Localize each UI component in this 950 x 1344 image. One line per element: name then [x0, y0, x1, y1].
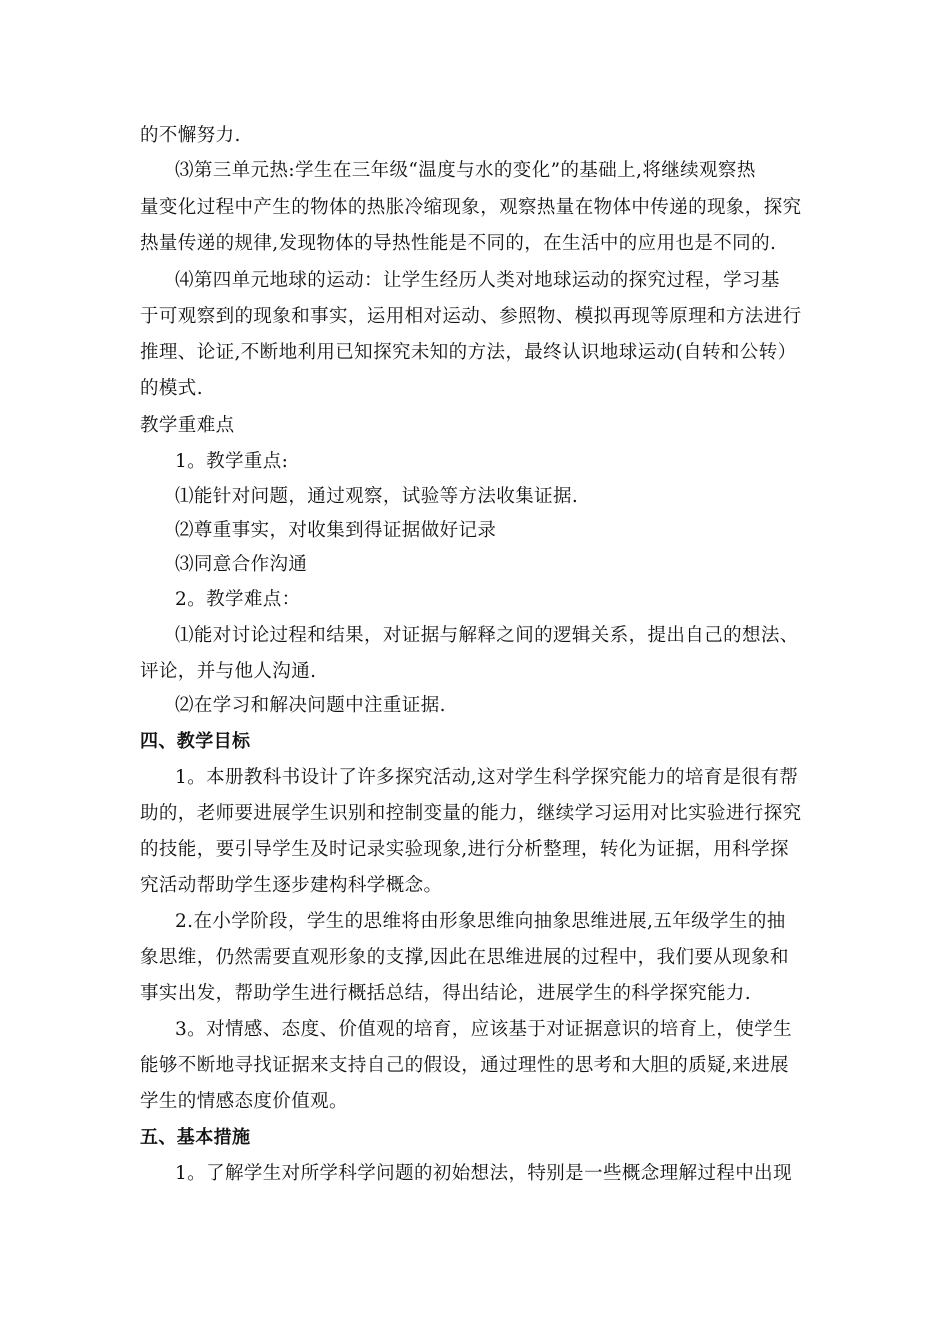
- text-line: 象思维，仍然需要直观形象的支撑,因此在思维进展的过程中，我们要从现象和: [140, 947, 789, 968]
- text-line: 热量传递的规律,发现物体的导热性能是不同的，在生活中的应用也是不同的.: [140, 233, 777, 254]
- text-line: 学生的情感态度价值观。: [140, 1091, 348, 1112]
- text-line: 量变化过程中产生的物体的热胀冷缩现象，观察热量在物体中传递的现象，探究: [140, 197, 802, 218]
- text-line: ⑵尊重事实，对收集到得证据做好记录: [175, 520, 497, 541]
- text-line: ⑵在学习和解决问题中注重证据.: [175, 695, 446, 716]
- text-line: ⑴能对讨论过程和结果，对证据与解释之间的逻辑关系，提出自己的想法、: [175, 625, 799, 646]
- text-line: 3。对情感、态度、价值观的培育，应该基于对证据意识的培育上，使学生: [175, 1019, 792, 1040]
- text-line: 评论，并与他人沟通.: [140, 661, 317, 682]
- text-line: 2。教学难点：: [175, 589, 301, 610]
- text-line: 助的，老师要进展学生识别和控制变量的能力，继续学习运用对比实验进行探究: [140, 803, 802, 824]
- text-line: 能够不断地寻找证据来支持自己的假设，通过理性的思考和大胆的质疑,来进展: [140, 1055, 789, 1076]
- text-line: 1。了解学生对所学科学问题的初始想法，特别是一些概念理解过程中出现: [175, 1163, 792, 1184]
- text-line: 的模式.: [140, 378, 203, 399]
- section-heading: 四、教学目标: [140, 731, 251, 752]
- text-line: ⑴能针对问题，通过观察，试验等方法收集证据.: [175, 486, 579, 507]
- text-line: 1。本册教科书设计了许多探究活动,这对学生科学探究能力的培育是很有帮: [175, 767, 799, 788]
- section-heading: 教学重难点: [140, 415, 235, 436]
- text-line: 事实出发，帮助学生进行概括总结，得出结论，进展学生的科学探究能力.: [140, 983, 752, 1004]
- text-line: 2.在小学阶段，学生的思维将由形象思维向抽象思维进展,五年级学生的抽: [175, 911, 786, 932]
- text-line: 究活动帮助学生逐步建构科学概念。: [140, 875, 443, 896]
- text-line: 于可观察到的现象和事实，运用相对运动、参照物、模拟再现等原理和方法进行: [140, 306, 802, 327]
- text-line: ⑶同意合作沟通: [175, 554, 308, 575]
- text-line: 推理、论证,不断地利用已知探究未知的方法，最终认识地球运动(自转和公转）: [140, 342, 797, 363]
- text-line: 的不懈努力.: [140, 125, 241, 146]
- text-line: ⑶第三单元热:学生在三年级“温度与水的变化”的基础上,将继续观察热: [175, 160, 756, 181]
- section-heading: 五、基本措施: [140, 1127, 251, 1148]
- text-line: 的技能，要引导学生及时记录实验现象,进行分析整理，转化为证据，用科学探: [140, 839, 789, 860]
- text-line: 1。教学重点:: [175, 451, 289, 472]
- text-line: ⑷第四单元地球的运动：让学生经历人类对地球运动的探究过程，学习基: [175, 270, 780, 291]
